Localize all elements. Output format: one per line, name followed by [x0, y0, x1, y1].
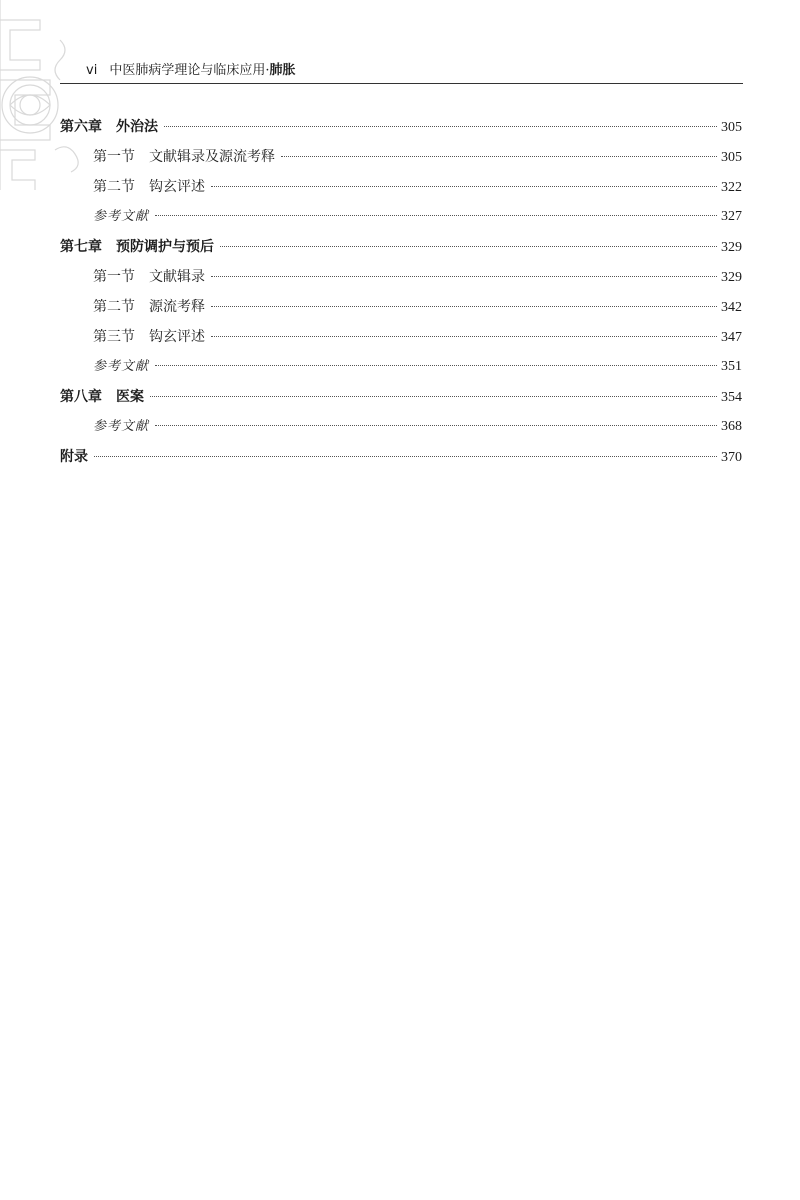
dot-leader	[211, 336, 717, 337]
toc-entry-title: 附录	[60, 449, 88, 465]
toc-entry-title: 第二节 钩玄评述	[93, 179, 205, 195]
toc-entry-page: 368	[721, 419, 742, 434]
header-page-number: vi	[86, 63, 98, 78]
dot-leader	[211, 186, 717, 187]
toc-entry-appendix[interactable]	[60, 442, 742, 472]
toc-entry-title: 第六章 外治法	[60, 119, 158, 135]
toc-entry-section[interactable]	[60, 262, 742, 292]
dot-leader	[94, 456, 717, 457]
dot-leader	[155, 365, 717, 366]
toc-entry-page: 305	[721, 120, 742, 135]
toc-entry-title: 第一节 文献辑录及源流考释	[93, 149, 275, 165]
toc-entry-chapter[interactable]	[60, 232, 742, 262]
toc-entry-page: 327	[721, 209, 742, 224]
toc-entry-section[interactable]	[60, 322, 742, 352]
toc-entry-section[interactable]	[60, 172, 742, 202]
toc-entry-page: 322	[721, 180, 742, 195]
toc-entry-section[interactable]	[60, 292, 742, 322]
toc-entry-page: 329	[721, 240, 742, 255]
toc-entry-page: 347	[721, 330, 742, 345]
toc-entry-title: 参考文献	[93, 359, 150, 374]
toc-entry-page: 329	[721, 270, 742, 285]
dot-leader	[220, 246, 717, 247]
toc-entry-title: 第三节 钩玄评述	[93, 329, 205, 345]
toc-entry-page: 351	[721, 359, 742, 374]
header-book-title: 中医肺病学理论与临床应用	[109, 63, 266, 78]
header-volume-title: 肺胀	[269, 63, 296, 78]
toc-entry-title: 第二节 源流考释	[93, 299, 205, 315]
toc-entry-page: 342	[721, 300, 742, 315]
dot-leader	[164, 126, 717, 127]
dot-leader	[281, 156, 717, 157]
header-separator: ·	[265, 63, 270, 78]
dot-leader	[211, 306, 717, 307]
toc-entry-chapter[interactable]	[60, 112, 742, 142]
header-rule	[60, 83, 743, 84]
toc-entry-title: 第一节 文献辑录	[93, 269, 205, 285]
toc-entry-page: 370	[721, 450, 742, 465]
toc-entry-chapter[interactable]	[60, 382, 742, 412]
toc-entry-references[interactable]	[60, 352, 742, 382]
toc-entry-title: 第八章 医案	[60, 389, 144, 405]
dot-leader	[155, 425, 717, 426]
dot-leader	[150, 396, 717, 397]
toc-entry-references[interactable]	[60, 202, 742, 232]
toc-entry-title: 第七章 预防调护与预后	[60, 239, 214, 255]
running-header	[74, 61, 742, 81]
dot-leader	[155, 215, 717, 216]
toc-entry-page: 354	[721, 390, 742, 405]
toc-entry-section[interactable]	[60, 142, 742, 172]
toc-entry-title: 参考文献	[93, 419, 150, 434]
toc-entry-references[interactable]	[60, 412, 742, 442]
toc-entry-page: 305	[721, 150, 742, 165]
table-of-contents	[60, 112, 742, 472]
toc-entry-title: 参考文献	[93, 209, 150, 224]
dot-leader	[211, 276, 717, 277]
